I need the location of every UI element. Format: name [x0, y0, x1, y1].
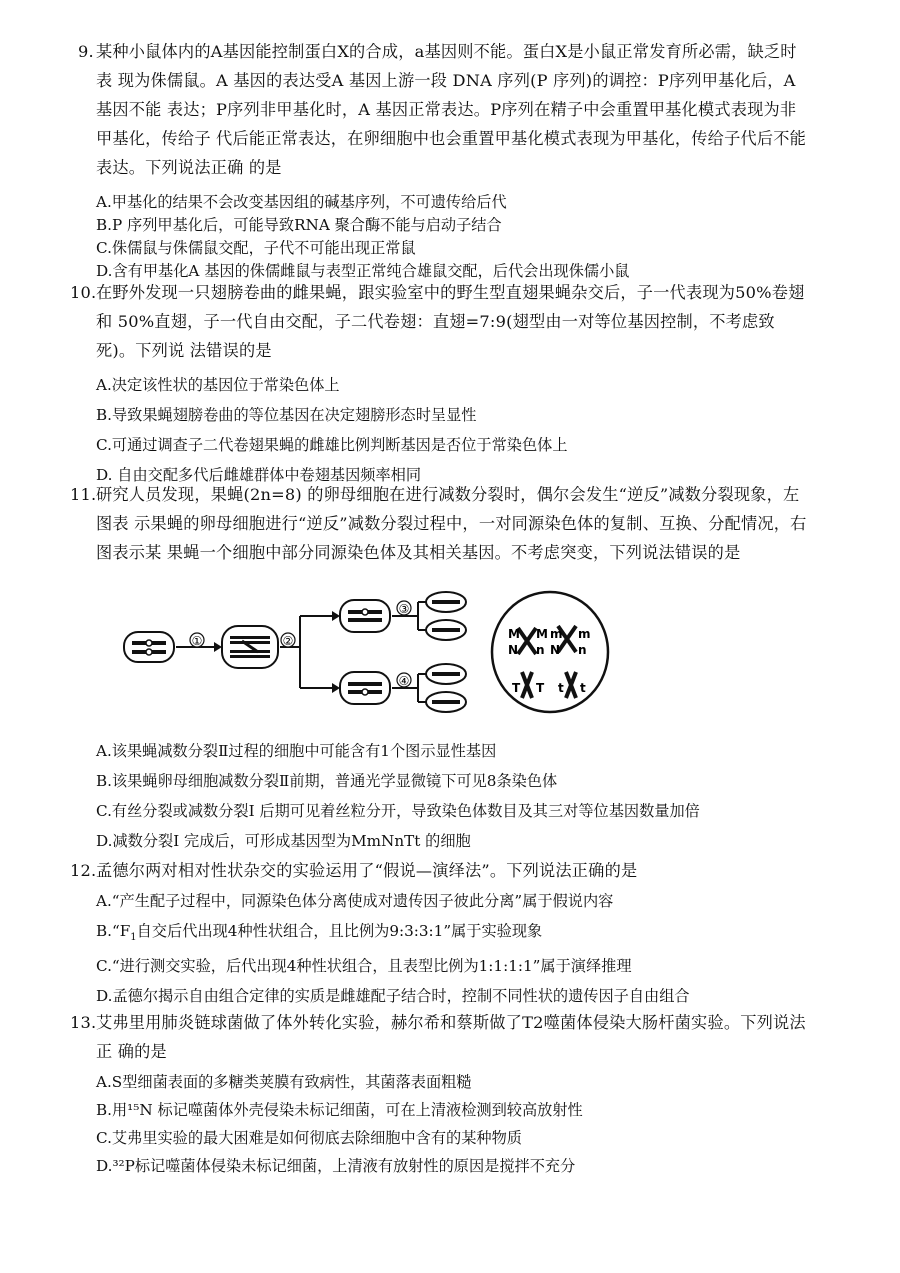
- gene-label: N: [550, 643, 561, 657]
- stem-text: 艾弗里用肺炎链球菌做了体外转化实验，赫尔希和蔡斯做了T2噬菌体侵染大肠杆菌实验。下列说法正 确的是: [96, 1013, 806, 1061]
- stem-text: 某种小鼠体内的A基因能控制蛋白X的合成，a基因则不能。蛋白X是小鼠正常发育所必需，缺乏时表 现为侏儒鼠。A 基因的表达受A 基因上游一段 DNA 序列(P 序列)的调控：P序列甲基化后，A 基因不能 表达；P序列非甲基化时，A 基因正常表达。P序列在精子中会重置甲基化模式表现为非甲基化，传给子 代后能正常表达，在卵细胞中也会重置甲基化模式表现为甲基化，传给子代后不能表达。下列说法正确 的是: [96, 42, 807, 177]
- step-4-label: ④: [398, 674, 410, 688]
- stem-text: 孟德尔两对相对性状杂交的实验运用了“假说—演绎法”。下列说法正确的是: [96, 861, 638, 880]
- option-a: A.甲基化的结果不会改变基因组的碱基序列，不可遗传给后代: [96, 193, 507, 211]
- cell-initial: [124, 632, 174, 662]
- option-list: [0, 887, 900, 1011]
- question-stem: [0, 1008, 900, 1066]
- option-list: [0, 370, 900, 490]
- option-b: [0, 917, 900, 953]
- gene-label: n: [536, 643, 545, 657]
- step-3-label: ③: [398, 602, 410, 616]
- question-number: 13.: [70, 1013, 97, 1032]
- option-a: A.该果蝇减数分裂Ⅱ过程的细胞中可能含有1个图示显性基因: [96, 742, 497, 760]
- option-list: [0, 191, 900, 283]
- option-b: B.该果蝇卵母细胞减数分裂Ⅱ前期，普通光学显微镜下可见8条染色体: [96, 772, 558, 790]
- option-a: A.决定该性状的基因位于常染色体上: [96, 376, 340, 394]
- option-d: D. 自由交配多代后雌雄群体中卷翅基因频率相同: [96, 466, 422, 484]
- question-10: [0, 278, 900, 490]
- question-number: 10.: [70, 283, 97, 302]
- option-c: C.有丝分裂或减数分裂Ⅰ 后期可见着丝粒分开，导致染色体数目及其三对等位基因数量加倍: [96, 802, 700, 820]
- stem-text: 在野外发现一只翅膀卷曲的雌果蝇，跟实验室中的野生型直翅果蝇杂交后，子一代表现为50%卷翅和 50%直翅，子一代自由交配，子二代卷翅：直翅=7:9(翅型由一对等位基因控制，不考虑致死)。下列说 法错误的是: [96, 283, 805, 360]
- option-a: A.“产生配子过程中，同源染色体分离使成对遗传因子彼此分离”属于假说内容: [96, 892, 614, 910]
- option-c: C.侏儒鼠与侏儒鼠交配，子代不可能出现正常鼠: [96, 239, 416, 257]
- question-stem: [0, 278, 900, 365]
- option-b: B.导致果蝇翅膀卷曲的等位基因在决定翅膀形态时呈显性: [96, 406, 477, 424]
- option-d: D.含有甲基化A 基因的侏儒雌鼠与表型正常纯合雄鼠交配，后代会出现侏儒小鼠: [96, 262, 630, 280]
- option-d: D.孟德尔揭示自由组合定律的实质是雌雄配子结合时，控制不同性状的遗传因子自由组合: [96, 986, 690, 1005]
- option-c: C.可通过调查子二代卷翅果蝇的雌雄比例判断基因是否位于常染色体上: [96, 436, 568, 454]
- option-b-prefix: B.“F: [96, 921, 131, 940]
- option-list: [0, 736, 700, 856]
- option-d: D.减数分裂Ⅰ 完成后，可形成基因型为MmNnTt 的细胞: [96, 832, 471, 850]
- cell-upper: [340, 600, 390, 632]
- gene-label: m: [550, 627, 563, 641]
- question-stem: [0, 856, 900, 885]
- cell-crossover: [222, 626, 278, 668]
- option-c: C.“进行测交实验，后代出现4种性状组合，且表型比例为1:1:1:1”属于演绎推理: [96, 957, 632, 976]
- cell-lower: [340, 672, 390, 704]
- step-2-label: ②: [282, 634, 294, 648]
- cell-chromosomes: [492, 592, 608, 712]
- question-12: [0, 856, 900, 1011]
- question-number: 11.: [70, 485, 97, 504]
- question-9: [0, 37, 900, 283]
- option-b: B.P 序列甲基化后，可能导致RNA 聚合酶不能与启动子结合: [96, 216, 502, 234]
- question-stem: [0, 37, 900, 182]
- gene-label: T: [512, 681, 521, 695]
- question-13: [0, 1008, 900, 1180]
- question-stem: [0, 480, 900, 567]
- gene-label: t: [558, 681, 564, 695]
- gene-label: M: [536, 627, 548, 641]
- gene-label: T: [536, 681, 545, 695]
- option-d: D.³²P标记噬菌体侵染未标记细菌，上清液有放射性的原因是搅拌不充分: [96, 1157, 576, 1175]
- step-1-label: ①: [191, 634, 203, 648]
- stem-text: 研究人员发现，果蝇(2n=8) 的卵母细胞在进行减数分裂时，偶尔会发生“逆反”减数分裂现象，左图表 示果蝇的卵母细胞进行“逆反”减数分裂过程中，一对同源染色体的复制、互换、分配情况，右图表示某 果蝇一个细胞中部分同源染色体及其相关基因。不考虑突变，下列说法错误的是: [96, 485, 807, 562]
- meiosis-figure: [122, 588, 612, 716]
- gene-label: t: [580, 681, 586, 695]
- option-a: A.S型细菌表面的多糖类荚膜有致病性，其菌落表面粗糙: [96, 1073, 472, 1091]
- question-number: 9.: [78, 42, 94, 61]
- option-c: C.艾弗里实验的最大困难是如何彻底去除细胞中含有的某种物质: [96, 1129, 522, 1147]
- question-number: 12.: [70, 861, 97, 880]
- option-b: B.用¹⁵N 标记噬菌体外壳侵染未标记细菌，可在上清液检测到较高放射性: [96, 1101, 583, 1119]
- gamete-cells: [418, 592, 466, 712]
- subscript: 1: [130, 931, 137, 943]
- gene-label: m: [578, 627, 591, 641]
- gene-label: N: [508, 643, 519, 657]
- gene-label: M: [508, 627, 520, 641]
- question-11: [0, 480, 900, 850]
- option-list: [0, 1068, 900, 1180]
- gene-label: n: [578, 643, 587, 657]
- option-b-rest: 自交后代出现4种性状组合，且比例为9:3:3:1”属于实验现象: [136, 921, 543, 940]
- arrow-head: [214, 642, 222, 652]
